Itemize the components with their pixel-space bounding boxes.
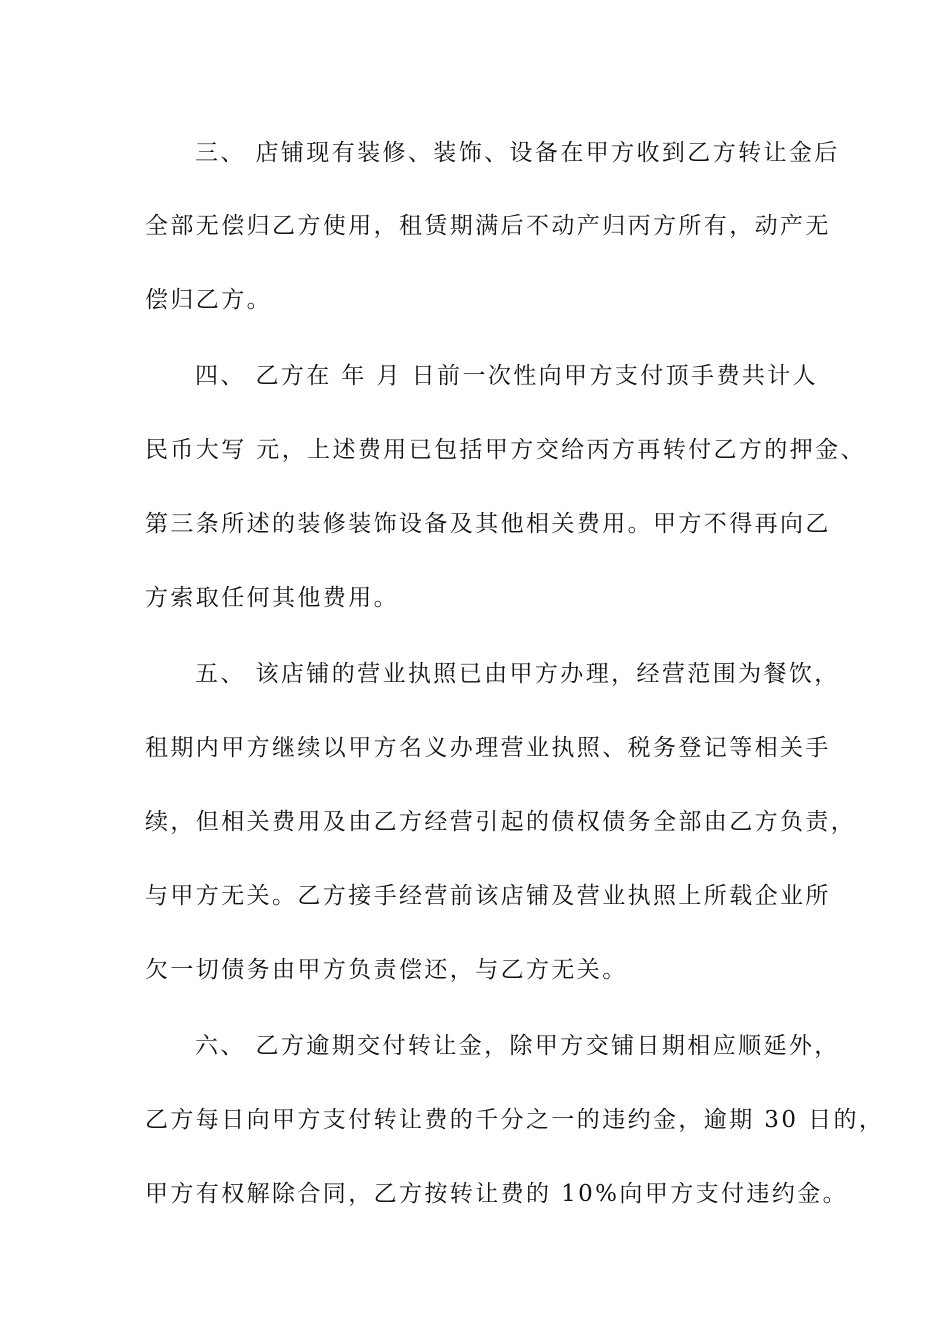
clause-4-line-2: 民币大写 元，上述费用已包括甲方交给丙方再转付乙方的押金、: [145, 437, 866, 463]
clause-5-line-5: 欠一切债务由甲方负责偿还，与乙方无关。: [145, 957, 628, 983]
clause-3-line-3: 偿归乙方。: [145, 287, 272, 313]
clause-6-line-2: 乙方每日向甲方支付转让费的千分之一的违约金，逾期 30 日的，: [145, 1107, 885, 1133]
clause-3-line-1: 三、 店铺现有装修、装饰、设备在甲方收到乙方转让金后: [195, 140, 840, 166]
clause-5-line-1: 五、 该店铺的营业执照已由甲方办理，经营范围为餐饮，: [195, 661, 840, 687]
clause-5-line-2: 租期内甲方继续以甲方名义办理营业执照、税务登记等相关手: [145, 735, 831, 761]
clause-4-line-1: 四、 乙方在 年 月 日前一次性向甲方支付顶手费共计人: [195, 363, 819, 389]
clause-5-line-3: 续，但相关费用及由乙方经营引起的债权债务全部由乙方负责，: [145, 809, 857, 835]
clause-6-line-1: 六、 乙方逾期交付转让金，除甲方交铺日期相应顺延外，: [195, 1033, 840, 1059]
clause-6-line-3: 甲方有权解除合同，乙方按转让费的 10%向甲方支付违约金。: [145, 1181, 849, 1207]
clause-4-line-4: 方索取任何其他费用。: [145, 585, 399, 611]
clause-5-line-4: 与甲方无关。乙方接手经营前该店铺及营业执照上所载企业所: [145, 883, 831, 909]
clause-4-line-3: 第三条所述的装修装饰设备及其他相关费用。甲方不得再向乙: [145, 511, 831, 537]
clause-3-line-2: 全部无偿归乙方使用，租赁期满后不动产归丙方所有，动产无: [145, 213, 831, 239]
